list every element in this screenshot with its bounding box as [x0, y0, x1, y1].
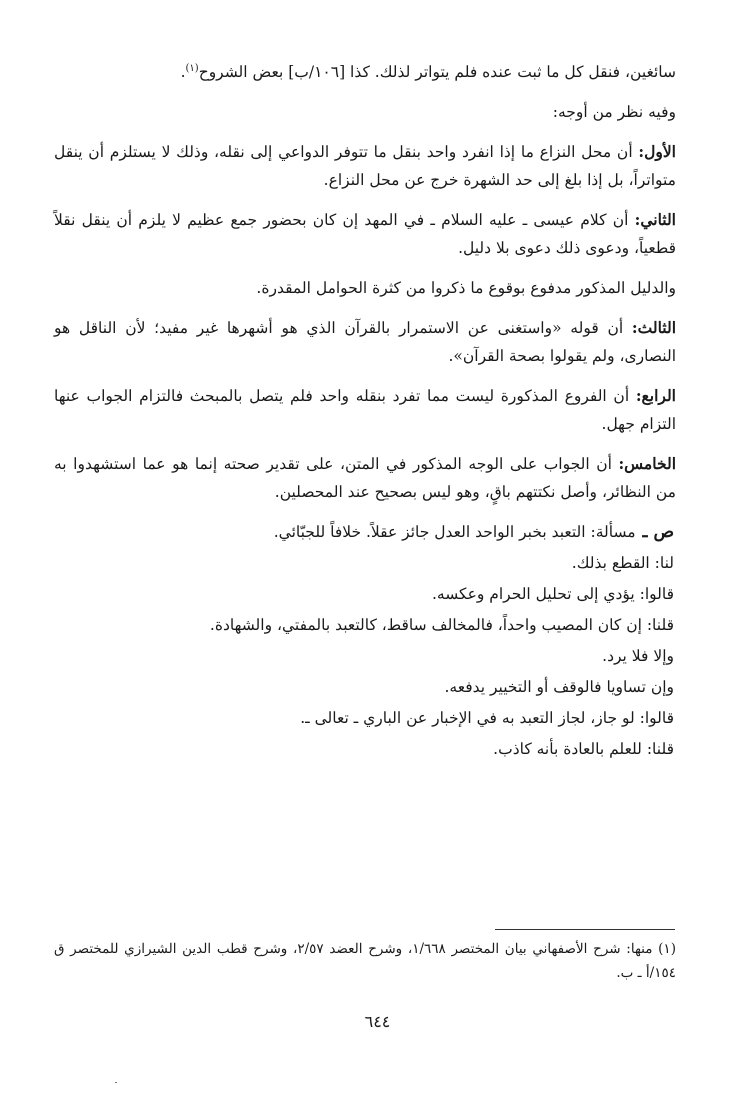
evidence-text: والدليل المذكور مدفوع بوقوع ما ذكروا من كثرة الحوامل المقدرة.	[256, 279, 676, 297]
paragraph-1	[54, 58, 676, 86]
point-text-second: أن كلام عيسى ـ عليه السلام ـ في المهد إن كان بحضور جمع عظيم لا يلزم أن ينقل نقلاً قطعياً، ودعوى ذلك دعوى بلا دليل.	[54, 211, 676, 257]
footnote: (١) منها: شرح الأصفهاني بيان المختصر ١/٦٦٨، وشرح العضد ٢/٥٧، وشرح قطب الدين الشيرازي للمختصر ق ١٥٤/أ ـ ب.	[54, 941, 676, 981]
issue-line-1	[54, 518, 676, 546]
point-text-third: أن قوله «واستغنى عن الاستمرار بالقرآن الذي هو أشهرها غير مفيد؛ لأن الناقل هو النصارى، ولم يقولوا بصحة القرآن».	[54, 319, 676, 365]
issue-line-3: قالوا: يؤدي إلى تحليل الحرام وعكسه.	[431, 585, 674, 603]
paragraph-first-point	[54, 138, 676, 194]
scan-speck	[115, 1082, 117, 1083]
issue-line-6: وإن تساويا فالوقف أو التخيير يدفعه.	[444, 678, 674, 696]
paragraph-1-text: سائغين، فنقل كل ما ثبت عنده فلم يتواتر لذلك. كذا [١٠٦/ب] بعض الشروح	[198, 63, 676, 81]
page-number: ٦٤٤	[364, 1012, 391, 1031]
main-text	[54, 58, 676, 766]
point-label-fourth: الرابع:	[635, 386, 676, 405]
footnote-reference: (١)	[185, 62, 199, 74]
point-label-first: الأول:	[638, 142, 676, 161]
issue-line-4: قلنا: إن كان المصيب واحداً، فالمخالف ساقط، كالتعبد بالمفتي، والشهادة.	[209, 616, 674, 634]
issue-line-5: وإلا فلا يرد.	[602, 647, 674, 665]
point-label-second: الثاني:	[634, 210, 676, 229]
paragraph-1-end: .	[180, 63, 186, 81]
paragraph-2	[54, 98, 676, 126]
paragraph-evidence	[54, 274, 676, 302]
paragraph-fifth-point	[54, 450, 676, 506]
paragraph-fourth-point	[54, 382, 676, 438]
point-label-fifth: الخامس:	[618, 454, 676, 473]
paragraph-third-point	[54, 314, 676, 370]
text-mark: ص ـ	[642, 522, 674, 542]
paragraph-2-text: وفيه نظر من أوجه:	[552, 103, 676, 121]
footnote-divider	[495, 929, 675, 930]
issue-line-8: قلنا: للعلم بالعادة بأنه كاذب.	[493, 740, 674, 758]
issue-line-1-text: مسألة: التعبد بخبر الواحد العدل جائز عقلاً. خلافاً للجبّائي.	[273, 523, 636, 541]
point-text-first: أن محل النزاع ما إذا انفرد واحد بنقل ما تتوفر الدواعي إلى نقله، وذلك لا يستلزم أن ينقل متواتراً، بل إذا بلغ إلى حد الشهرة خرج عن محل النزاع.	[54, 143, 676, 189]
point-label-third: الثالث:	[631, 318, 676, 337]
issue-line-7: قالوا: لو جاز، لجاز التعبد به في الإخبار عن الباري ـ تعالى ـ.	[300, 709, 674, 727]
paragraph-second-point	[54, 206, 676, 262]
issue-line-2: لنا: القطع بذلك.	[571, 554, 674, 572]
point-text-fourth: أن الفروع المذكورة ليست مما تفرد بنقله واحد فلم يتصل بالمبحث فالتزام الجواب عنها التزام جهل.	[54, 387, 676, 433]
point-text-fifth: أن الجواب على الوجه المذكور في المتن، على تقدير صحته إنما هو عما استشهدوا به من النظائر، وأصل نكتتهم باقٍ، وهو ليس بصحيح عند المحصلين.	[54, 455, 676, 501]
